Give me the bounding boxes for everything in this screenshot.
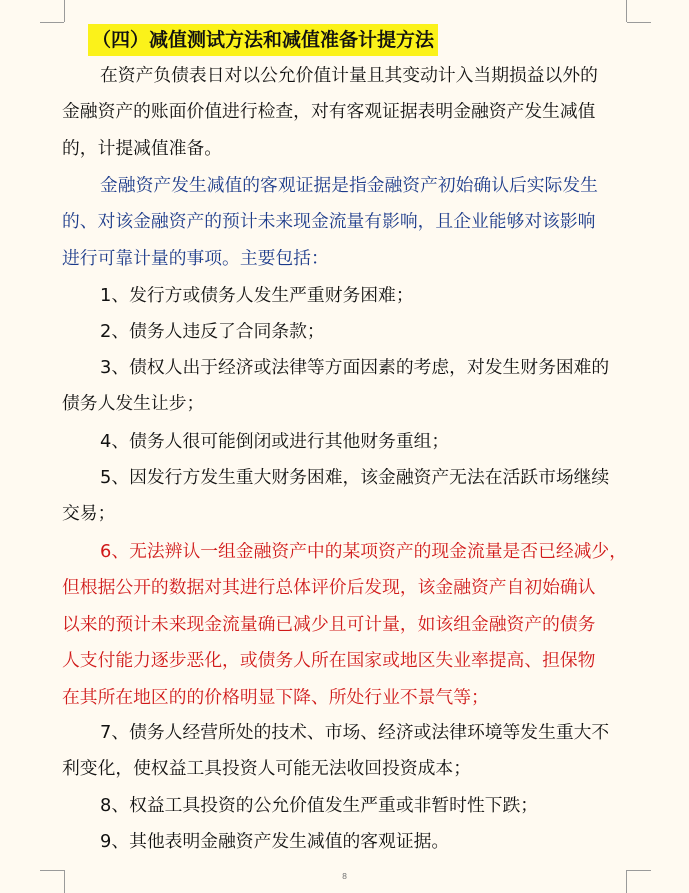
item-4 <box>62 424 642 460</box>
item-line: 5、因发行方发生重大财务困难，该金融资产无法在活跃市场继续 <box>100 467 610 488</box>
item-3 <box>62 350 642 423</box>
item-line: 以来的预计未来现金流量确已减少且可计量，如该组金融资产的债务 <box>62 613 596 635</box>
item-line: 人支付能力逐步恶化，或债务人所在国家或地区失业率提高、担保物 <box>62 650 596 672</box>
item-line: 利变化，使权益工具投资人可能无法收回投资成本； <box>62 758 471 780</box>
crop-mark-bottom-left-h <box>40 870 64 871</box>
crop-mark-top-right-h <box>627 22 651 23</box>
item-6 <box>62 534 642 716</box>
definition-line: 的、对该金融资产的预计未来现金流量有影响，且企业能够对该影响 <box>62 211 596 233</box>
item-2 <box>62 314 642 350</box>
crop-mark-top-left-h <box>40 22 64 23</box>
crop-mark-top-left-v <box>64 0 65 22</box>
definition-line: 金融资产发生减值的客观证据是指金融资产初始确认后实际发生 <box>100 175 598 196</box>
page-number: 8 <box>341 872 348 881</box>
item-5 <box>62 460 642 533</box>
item-line: 3、债权人出于经济或法律等方面因素的考虑，对发生财务困难的 <box>100 357 610 378</box>
item-8 <box>62 788 642 824</box>
crop-mark-top-right-v <box>626 0 627 22</box>
item-line: 2、债务人违反了合同条款； <box>100 321 325 342</box>
definition-line: 进行可靠计量的事项。主要包括： <box>62 247 329 269</box>
item-9 <box>62 824 642 860</box>
section-heading: （四）减值测试方法和减值准备计提方法 <box>88 24 438 56</box>
intro-line: 金融资产的账面价值进行检查，对有客观证据表明金融资产发生减值 <box>62 101 596 123</box>
item-7 <box>62 715 642 788</box>
item-line: 债务人发生让步； <box>62 393 205 415</box>
intro-line: 在资产负债表日对以公允价值计量且其变动计入当期损益以外的 <box>100 65 598 86</box>
item-line: 在其所在地区的的价格明显下降、所处行业不景气等； <box>62 686 489 708</box>
definition-paragraph <box>62 168 642 277</box>
item-line: 1、发行方或债务人发生严重财务困难； <box>100 285 414 306</box>
item-line: 7、债务人经营所处的技术、市场、经济或法律环境等发生重大不 <box>100 722 610 743</box>
item-1 <box>62 278 642 314</box>
item-line: 9、其他表明金融资产发生减值的客观证据。 <box>100 831 450 852</box>
intro-line: 的，计提减值准备。 <box>62 137 223 159</box>
item-line: 交易； <box>62 503 116 525</box>
item-line: 但根据公开的数据对其进行总体评价后发现，该金融资产自初始确认 <box>62 577 596 599</box>
intro-paragraph <box>62 58 642 167</box>
item-line: 6、无法辨认一组金融资产中的某项资产的现金流量是否已经减少， <box>100 541 627 562</box>
item-line: 8、权益工具投资的公允价值发生严重或非暂时性下跌； <box>100 795 539 816</box>
crop-mark-bottom-right-h <box>627 870 651 871</box>
item-line: 4、债务人很可能倒闭或进行其他财务重组； <box>100 431 450 452</box>
